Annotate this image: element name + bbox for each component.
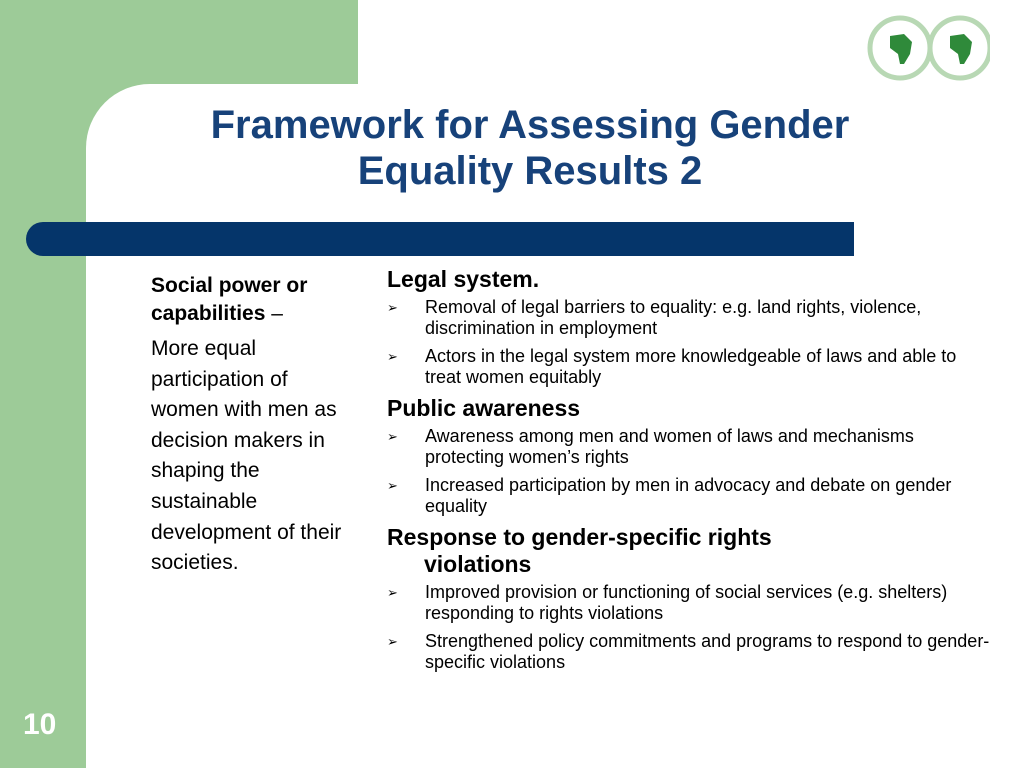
slide-title [120, 102, 940, 194]
title-underline-bar [26, 222, 854, 256]
afdb-logo [860, 8, 990, 86]
arrow-bullet-icon: ➢ [387, 349, 398, 364]
left-heading-tail: – [265, 302, 283, 325]
arrow-bullet-icon: ➢ [387, 634, 398, 649]
list-item [387, 346, 997, 388]
section-list-legal [387, 297, 997, 388]
slide-title-line1: Framework for Assessing Gender [210, 103, 850, 147]
section-heading-legal: Legal system. [387, 266, 540, 292]
list-item [387, 631, 997, 673]
section-list-response [387, 582, 997, 673]
section-heading-awareness: Public awareness [387, 395, 581, 421]
list-item [387, 426, 997, 468]
section-list-awareness [387, 426, 997, 517]
right-column [387, 266, 997, 680]
arrow-bullet-icon: ➢ [387, 300, 398, 315]
afdb-logo-icon [860, 8, 990, 86]
left-column [151, 272, 356, 579]
list-item-text: Awareness among men and women of laws and mechanisms protecting women’s rights [425, 426, 914, 467]
left-body-text: More equal participation of women with men as decision makers in shaping the sustainable development of their societies. [151, 337, 342, 575]
arrow-bullet-icon: ➢ [387, 585, 398, 600]
list-item-text: Strengthened policy commitments and programs to respond to gender-specific violations [425, 631, 990, 672]
left-heading-bold: Social power or capabilities [151, 274, 308, 325]
slide-title-line2: Equality Results 2 [357, 149, 703, 193]
left-heading [151, 272, 356, 328]
section-heading-response [387, 524, 997, 578]
list-item [387, 297, 997, 339]
section-heading-response-line2: violations [424, 551, 532, 577]
list-item-text: Actors in the legal system more knowledgeable of laws and able to treat women equitably [425, 346, 957, 387]
page-number: 10 [23, 708, 57, 741]
section-heading-response-line1: Response to gender-specific rights [387, 524, 772, 550]
list-item-text: Removal of legal barriers to equality: e.g. land rights, violence, discrimination in employment [425, 297, 922, 338]
arrow-bullet-icon: ➢ [387, 429, 398, 444]
list-item-text: Improved provision or functioning of social services (e.g. shelters) responding to rights violations [425, 582, 948, 623]
list-item [387, 475, 997, 517]
list-item-text: Increased participation by men in advocacy and debate on gender equality [425, 475, 952, 516]
list-item [387, 582, 997, 624]
arrow-bullet-icon: ➢ [387, 478, 398, 493]
